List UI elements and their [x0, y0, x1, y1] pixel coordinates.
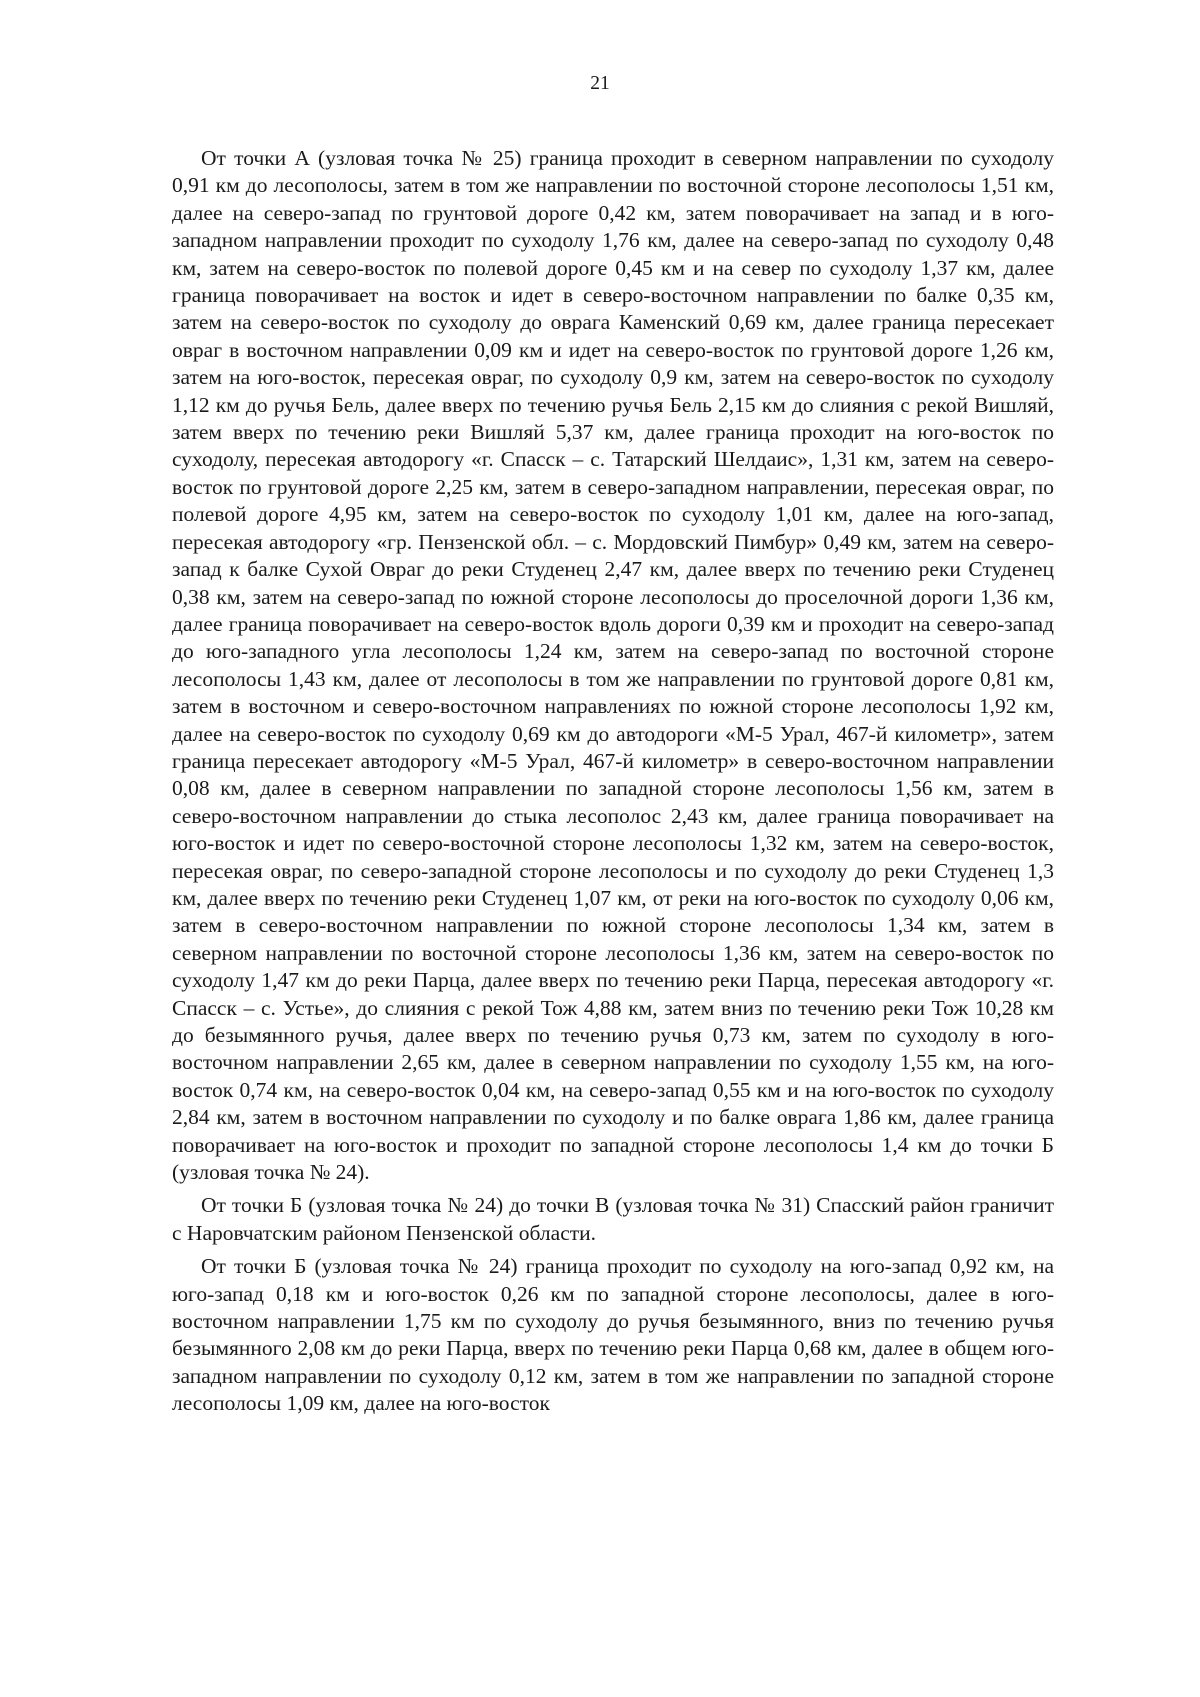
- paragraph-boundary-point-b: От точки Б (узловая точка № 24) граница проходит по суходолу на юго-запад 0,92 км, на юго-запад 0,18 км и юго-восток 0,26 км по западной стороне лесополосы, далее в юго-восточном направлении 1,75 км по суходолу до ручья безымянного, вниз по течению ручья безымянного 2,08 км до реки Парца, вверх по течению реки Парца 0,68 км, далее в общем юго-западном направлении по суходолу 0,12 км, затем в том же направлении по западной стороне лесополосы 1,09 км, далее на юго-восток: [172, 1254, 1054, 1416]
- paragraph-boundary-point-a: От точки А (узловая точка № 25) граница проходит в северном направлении по суходолу 0,91 км до лесополосы, затем в том же направлении по восточной стороне лесополосы 1,51 км, далее на северо-запад по грунтовой дороге 0,42 км, затем поворачивает на запад и в юго-западном направлении проходит по суходолу 1,76 км, далее на северо-запад по суходолу 0,48 км, затем на северо-восток по полевой дороге 0,45 км и на север по суходолу 1,37 км, далее граница поворачивает на восток и идет в северо-восточном направлении по балке 0,35 км, затем на северо-восток по суходолу до оврага Каменский 0,69 км, далее граница пересекает овраг в восточном направлении 0,09 км и идет на северо-восток по грунтовой дороге 1,26 км, затем на юго-восток, пересекая овраг, по суходолу 0,9 км, затем на северо-восток по суходолу 1,12 км до ручья Бель, далее вверх по течению ручья Бель 2,15 км до слияния с рекой Вишляй, затем вверх по течению реки Вишляй 5,37 км, далее граница проходит на юго-восток по суходолу, пересекая автодорогу «г. Спасск – с. Татарский Шелдаис», 1,31 км, затем на северо-восток по грунтовой дороге 2,25 км, затем в северо-западном направлении, пересекая овраг, по полевой дороге 4,95 км, затем на северо-восток по суходолу 1,01 км, далее на юго-запад, пересекая автодорогу «гр. Пензенской обл. – с. Мордовский Пимбур» 0,49 км, затем на северо-запад к балке Сухой Овраг до реки Студенец 2,47 км, далее вверх по течению реки Студенец 0,38 км, затем на северо-запад по южной стороне лесополосы до проселочной дороги 1,36 км, далее граница поворачивает на северо-восток вдоль дороги 0,39 км и проходит на северо-запад до юго-западного угла лесополосы 1,24 км, затем на северо-запад по восточной стороне лесополосы 1,43 км, далее от лесополосы в том же направлении по грунтовой дороге 0,81 км, затем в восточном и северо-восточном направлениях по южной стороне лесополосы 1,92 км, далее на северо-восток по суходолу 0,69 км до автодороги «М-5 Урал, 467-й километр», затем граница пересекает автодорогу «М-5 Урал, 467-й километр» в северо-восточном направлении 0,08 км, далее в северном направлении по западной стороне лесополосы 1,56 км, затем в северо-восточном направлении до стыка лесополос 2,43 км, далее граница поворачивает на юго-восток и идет по северо-восточной стороне лесополосы 1,32 км, затем на северо-восток, пересекая овраг, по северо-западной стороне лесополосы и по суходолу до реки Студенец 1,3 км, далее вверх по течению реки Студенец 1,07 км, от реки на юго-восток по суходолу 0,06 км, затем в северо-восточном направлении по южной стороне лесополосы 1,34 км, затем в северном направлении по восточной стороне лесополосы 1,36 км, затем на северо-восток по суходолу 1,47 км до реки Парца, далее вверх по течению реки Парца, пересекая автодорогу «г. Спасск – с. Устье», до слияния с рекой Тож 4,88 км, затем вниз по течению реки Тож 10,28 км до безымянного ручья, далее вверх по течению ручья 0,73 км, затем по суходолу в юго-восточном направлении 2,65 км, далее в северном направлении по суходолу 1,55 км, на юго-восток 0,74 км, на северо-восток 0,04 км, на северо-запад 0,55 км и на юго-восток по суходолу 2,84 км, затем в восточном направлении по суходолу и по балке оврага 1,86 км, далее граница поворачивает на юго-восток и проходит по западной стороне лесополосы 1,4 км до точки Б (узловая точка № 24).: [172, 146, 1054, 1185]
- page-number: 21: [590, 73, 610, 94]
- document-body: [172, 145, 1054, 1418]
- paragraph-boundary-b-to-v: От точки Б (узловая точка № 24) до точки В (узловая точка № 31) Спасский район граничит с Наровчатским районом Пензенской области.: [172, 1193, 1054, 1245]
